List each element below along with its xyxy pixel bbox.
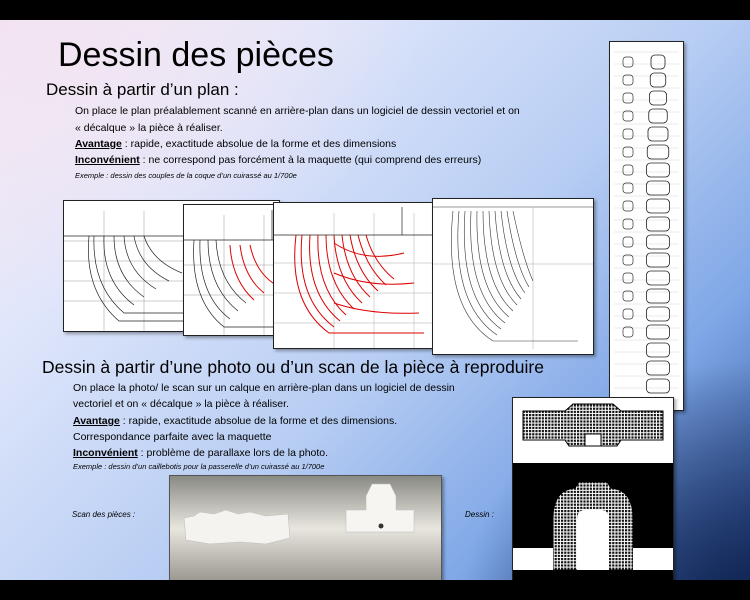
- slide: [0, 20, 750, 580]
- section2-line1: On place la photo/ le scan sur un calque en arrière-plan dans un logiciel de dessin: [73, 382, 455, 394]
- section1-line1: On place le plan préalablement scanné en arrière-plan dans un logiciel de dessin vectoriel et on: [75, 105, 520, 117]
- inconvenient-label: Inconvénient: [75, 154, 140, 166]
- hull-lines-drawing: [432, 198, 594, 355]
- dessin-label: Dessin :: [465, 510, 494, 519]
- section1-heading: Dessin à partir d’un plan :: [46, 80, 239, 99]
- bottom-black-bar: [0, 580, 750, 600]
- section1-line2: « décalque » la pièce à réaliser.: [75, 122, 223, 134]
- hull-plan-image-3-red: [273, 202, 445, 349]
- section2-heading: Dessin à partir d’une photo ou d’un scan de la pièce à reproduire: [42, 357, 544, 377]
- avantage-text-2: : rapide, exactitude absolue de la forme et des dimensions.: [119, 415, 398, 427]
- section1-example: Exemple : dessin des couples de la coque d’un cuirassé au 1/700e: [75, 171, 297, 180]
- avantage-label: Avantage: [75, 138, 122, 150]
- section1-avantage: [75, 136, 396, 152]
- page-title: Dessin des pièces: [58, 36, 334, 74]
- section1-inconvenient: [75, 152, 481, 168]
- section2-line2: vectoriel et on « décalque » la pièce à réaliser.: [73, 398, 289, 410]
- scan-label: Scan des pièces :: [72, 510, 136, 519]
- inconvenient-text-2: : problème de parallaxe lors de la photo.: [137, 447, 329, 459]
- avantage-text: : rapide, exactitude absolue de la forme et des dimensions: [121, 138, 397, 150]
- top-black-bar: [0, 0, 750, 20]
- section2-example: Exemple : dessin d’un caillebotis pour la passerelle d’un cuirassé au 1/700e: [73, 462, 325, 471]
- grating-drawing: [512, 397, 674, 580]
- inconvenient-label-2: Inconvénient: [73, 447, 138, 459]
- scan-photo: [169, 475, 442, 580]
- inconvenient-text: : ne correspond pas forcément à la maquette (qui comprend des erreurs): [139, 154, 482, 166]
- section2-inconvenient: [73, 445, 328, 461]
- avantage-label-2: Avantage: [73, 415, 120, 427]
- section2-line3: Correspondance parfaite avec la maquette: [73, 431, 272, 443]
- frame-sections-drawing: [609, 41, 684, 411]
- section2-avantage: [73, 413, 397, 429]
